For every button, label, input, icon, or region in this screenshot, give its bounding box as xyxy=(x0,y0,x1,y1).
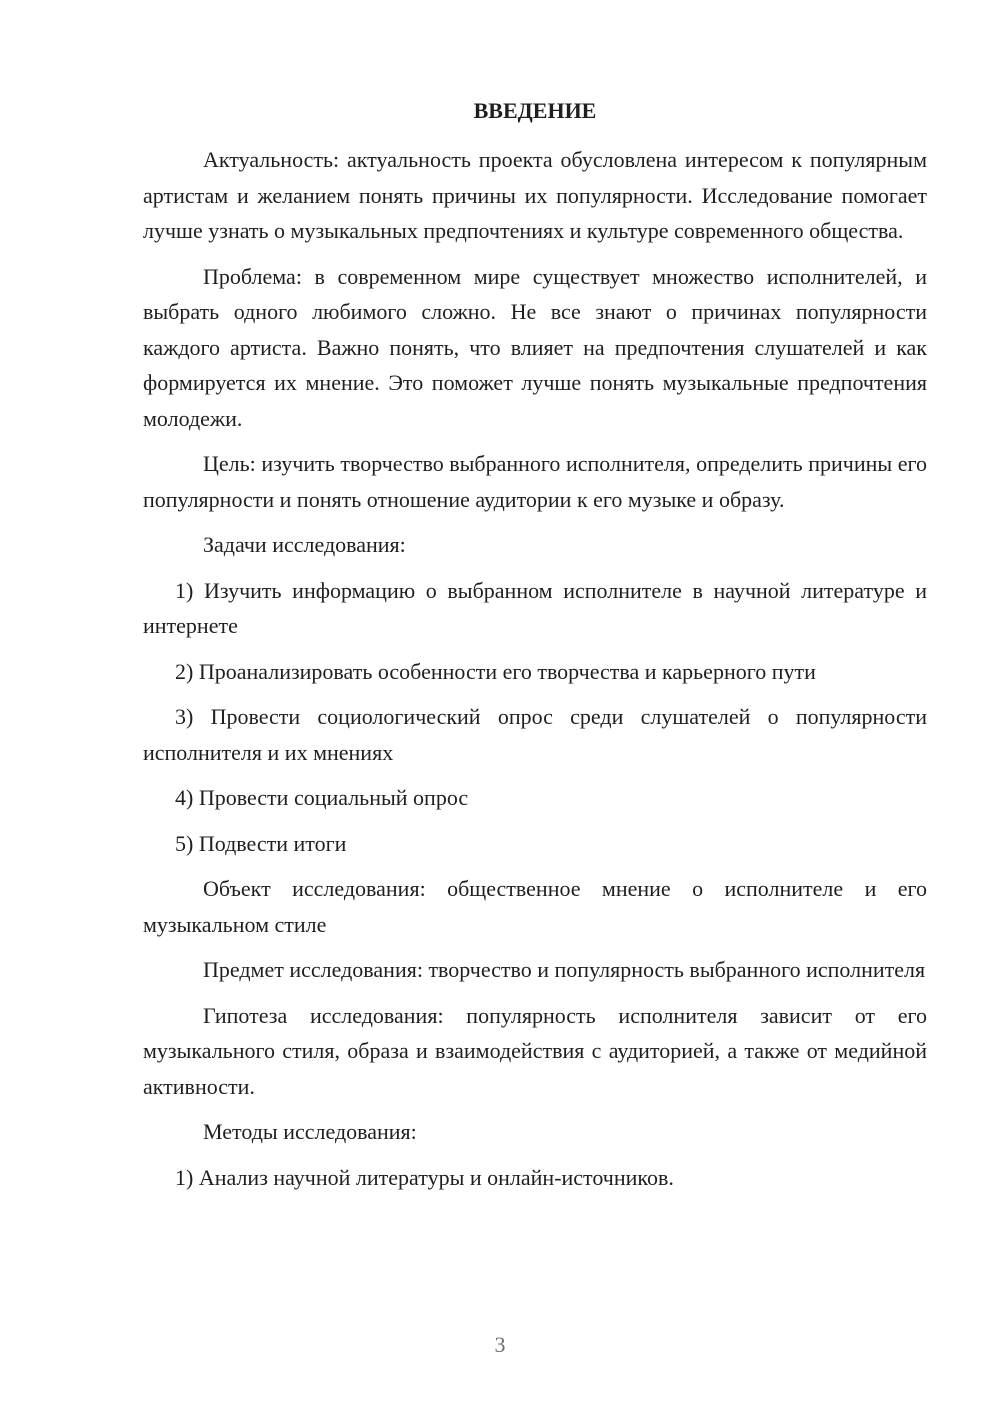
list-item: 4) Провести социальный опрос xyxy=(175,785,469,810)
page-title: ВВЕДЕНИЕ xyxy=(473,98,597,123)
paragraph: Предмет исследования: творчество и популярность выбранного исполнителя xyxy=(203,957,926,982)
paragraph: Цель: изучить творчество выбранного исполнителя, определить причины его популярности и понять отношение аудитории к его музыке и образу. xyxy=(143,451,927,512)
list-item: 2) Проанализировать особенности его творчества и карьерного пути xyxy=(175,658,816,684)
list-item: 1) Изучить информацию о выбранном исполнителе в научной литературе и интернете xyxy=(143,577,927,638)
paragraph: Задачи исследования: xyxy=(203,532,406,557)
document-body xyxy=(143,142,927,1205)
paragraph: Актуальность: актуальность проекта обусловлена интересом к популярным артистам и желанием понять причины их популярности. Исследование помогает лучше узнать о музыкальных предпочтениях и культуре современного общества. xyxy=(143,147,927,243)
paragraph: Проблема: в современном мире существует множество исполнителей, и выбрать одного любимого сложно. Не все знают о причинах популярности каждого артиста. Важно понять, что влияет на предпочтения слушателей и как формируется их мнение. Это поможет лучше понять музыкальные предпочтения молодежи. xyxy=(143,263,927,431)
page-number: 3 xyxy=(494,1332,506,1357)
list-item: 1) Анализ научной литературы и онлайн-источников. xyxy=(175,1164,674,1190)
list-item: 5) Подвести итоги xyxy=(175,830,347,856)
paragraph: Объект исследования: общественное мнение о исполнителе и его музыкальном стиле xyxy=(143,876,927,937)
paragraph: Гипотеза исследования: популярность исполнителя зависит от его музыкального стиля, образа и взаимодействия с аудиторией, а также от медийной активности. xyxy=(143,1002,927,1099)
paragraph: Методы исследования: xyxy=(203,1119,417,1144)
list-item: 3) Провести социологический опрос среди слушателей о популярности исполнителя и их мнениях xyxy=(143,704,927,765)
